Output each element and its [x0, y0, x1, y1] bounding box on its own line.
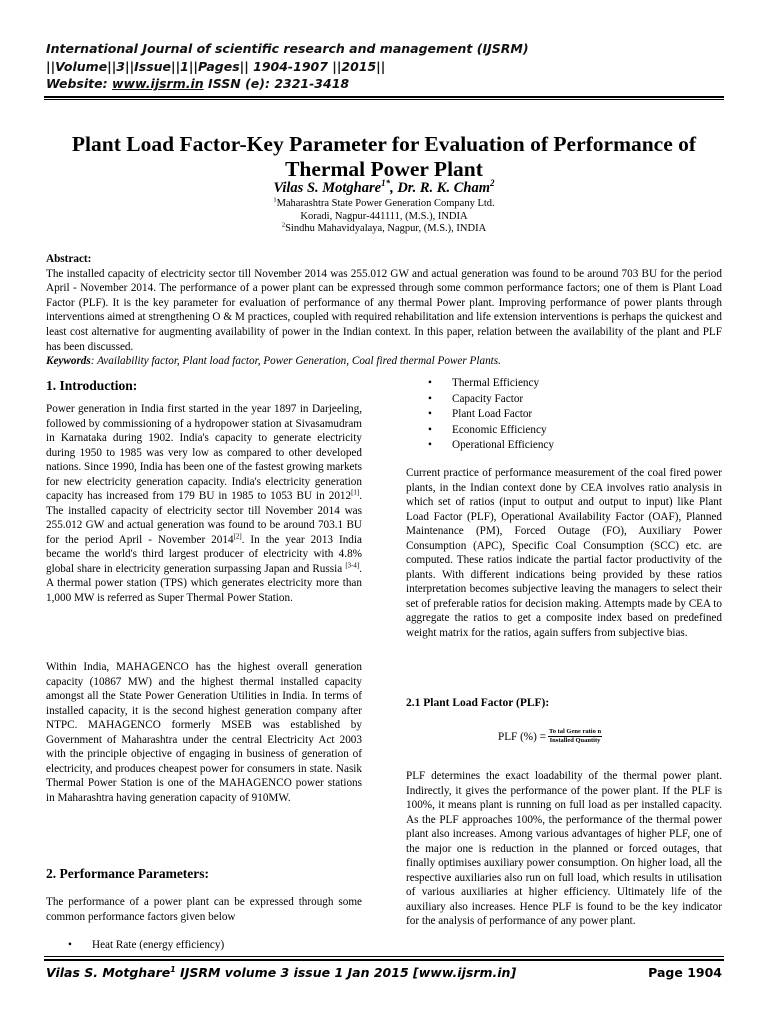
page-number: Page 1904	[648, 965, 722, 980]
formula-numerator: To tal Gene ratio n	[548, 728, 602, 735]
affiliation-1	[40, 198, 728, 211]
perf-heading: 2. Performance Parameters:	[46, 866, 210, 881]
perf-paragraph-2: Current practice of performance measurement of the coal fired power plants, in the Indian context done by CEA involves ratio analysis in which set of ratios (input to output and output to input) like Plant Load Factor (PLF), Operational Availability Factor (OAF), Planned Maintenance (PM), Forced Outage (FO), Auxiliary Power Consumption (APC), Specific Coal Consumption (SCC) etc. are computed. These ratios indicate the partial factor productivity of the plants. With different indications being provided by these ratios interpretation becomes subjective leaving the managers to select their set of preferable ratios for decision making. Attempts made by CEA to aggregate the ratios to get a composite index based on predefined weight matrix for the ratios, again suffers from subjective bias.	[406, 467, 722, 639]
journal-name: International Journal of scientific research and management (IJSRM)	[46, 41, 529, 56]
affiliation-1-mark: 1	[273, 196, 277, 204]
footer-journal: IJSRM volume 3 issue 1 Jan 2015 [www.ijsrm.in]	[175, 965, 517, 980]
intro-text-b: . The installed capacity of electricity sector till November 2014 was 255.012 GW and actual generation was found to be around 703.1 BU for the period April - November 2014	[46, 490, 362, 546]
perf-paragraph-1: The performance of a power plant can be expressed through some common performance factors given below	[46, 896, 362, 923]
header-rule-thin	[44, 99, 724, 100]
bullet-heat-rate: • Heat Rate (energy efficiency)	[46, 938, 362, 954]
bullet-thermal-efficiency: • Thermal Efficiency	[406, 376, 722, 392]
affiliation-2-mark: 2	[281, 221, 286, 229]
keywords-text: : Availability factor, Plant load factor, Power Generation, Coal fired thermal Power Plants.	[90, 355, 501, 368]
footer-rule	[44, 959, 724, 961]
perf-bullets-right	[406, 376, 722, 454]
journal-volume: ||Volume||3||Issue||1||Pages|| 1904-1907 ||2015||	[46, 58, 386, 74]
bullet-economic-efficiency: • Economic Efficiency	[406, 423, 722, 439]
journal-header	[46, 40, 529, 93]
perf-bullets-left	[46, 938, 362, 954]
citation-2: [2]	[233, 531, 242, 540]
affiliation-1-text: Maharashtra State Power Generation Company Ltd.	[276, 198, 495, 209]
affiliation-1-address: Koradi, Nagpur-441111, (M.S.), INDIA	[300, 210, 468, 222]
keywords-label: Keywords	[46, 355, 91, 368]
affiliations	[40, 198, 728, 236]
plf-formula	[498, 728, 602, 745]
affiliation-2	[40, 223, 728, 236]
keywords	[46, 354, 722, 369]
footer-rule-thin	[44, 956, 724, 957]
formula-fraction	[548, 728, 602, 745]
plf-paragraph-1: PLF determines the exact loadability of the thermal power plant. Indirectly, it gives the performance of the power plant. If the PLF is 100%, it means plant is running on full load as per installed capacity. As the PLF approaches 100%, the performance of the thermal power plant also increases. Among various advantages of higher PLF, one of the major one is reduction in the planned or forced outages, that finally optimises auxiliary power consumption. On higher load, all the respective auxiliaries also run on full load, which results in utilisation of various auxiliaries at higher efficiency. Ultimately life of the auxiliary also increases. Hence PLF is found to be the key indicator for the analysis of performance of any power plant.	[406, 770, 722, 927]
intro-paragraph-2: Within India, MAHAGENCO has the highest overall generation capacity (10867 MW) and the highest thermal installed capacity amongst all the State Power Generation Utilities in India. In terms of installed capacity, it is the second highest generation company after NTPC. MAHAGENCO formerly MSEB was established by Government of Maharashtra under the central Electricity Act 2003 with the principle objective of engaging in business of generation of electricity, and produces cheapest power for consumers in state. Nasik Thermal Power Station is one of the MAHAGENCO power stations in Maharashtra having generation capacity of 910MW.	[46, 661, 362, 804]
footer-author-mark: 1	[170, 964, 176, 974]
website-link[interactable]: www.ijsrm.in	[111, 76, 204, 91]
author-2-mark: 2	[489, 178, 495, 189]
header-rule	[44, 96, 724, 98]
abstract-text: The installed capacity of electricity sector till November 2014 was 255.012 GW and actual generation was found to be around 703 BU for the period April - November 2014. The performance of a power plant can be expressed through some common performance factors; one of them is Plant Load Factor (PLF). It is the key parameter for evaluation of performance of any thermal Power plant. Improving performance of power plants through interventions aimed at strengthening O & M practices, coupled with required rehabilitation and life extension interventions is perhaps the quickest and least cost alternative for augmenting availability of power in the Indian context. In this paper, relation between the availability of the plant and PLF has been discussed.	[46, 267, 722, 353]
formula-lhs: PLF (%) =	[498, 730, 546, 743]
citation-3: [3-4]	[345, 560, 360, 569]
author-2: , Dr. R. K. Cham	[390, 180, 490, 196]
intro-paragraph-1	[46, 402, 362, 605]
citation-1: [1]	[351, 488, 360, 497]
abstract-heading: Abstract:	[46, 253, 92, 265]
affiliation-2-text: Sindhu Mahavidyalaya, Nagpur, (M.S.), INDIA	[285, 223, 487, 234]
website-label: Website:	[46, 76, 108, 91]
intro-text-d: . A thermal power station (TPS) which generates electricity more than 1,000 MW is referred as Super Thermal Power Station.	[46, 562, 362, 604]
intro-heading: 1. Introduction:	[46, 378, 138, 393]
plf-heading: 2.1 Plant Load Factor (PLF):	[406, 697, 550, 709]
bullet-plant-load-factor: • Plant Load Factor	[406, 407, 722, 423]
issn: ISSN (e): 2321-3418	[208, 76, 350, 91]
author-1-mark: 1*	[381, 178, 391, 189]
bullet-capacity-factor: • Capacity Factor	[406, 392, 722, 408]
bullet-operational-efficiency: • Operational Efficiency	[406, 438, 722, 454]
abstract	[46, 252, 722, 369]
authors	[40, 180, 728, 197]
formula-denominator: Installed Quantity	[549, 737, 601, 744]
author-1: Vilas S. Motghare	[273, 180, 382, 196]
intro-text-c: . In the year 2013 India became the world's third largest producer of electricity with 4.8% global share in electricity generation surpassing Japan and Russia	[46, 533, 362, 575]
journal-website-line	[46, 75, 529, 93]
intro-text-a: Power generation in India first started in the year 1897 in Darjeeling, followed by commissioning of a hydropower station at Sivasamudram in Karnataka during 1902. India's capacity to generate electricity during 1950 to 1985 was very low as compared to other developed nations. Since 1990, India has been one of the fastest growing markets for new electricity generation capacity. India's electricity generation capacity has increased from 179 BU in 1985 to 1053 BU in 2012	[46, 403, 362, 502]
footer-author: Vilas S. Motghare	[46, 965, 171, 980]
paper-title: Plant Load Factor-Key Parameter for Evaluation of Performance of Thermal Power Plant	[71, 132, 697, 181]
footer-citation	[46, 965, 516, 981]
